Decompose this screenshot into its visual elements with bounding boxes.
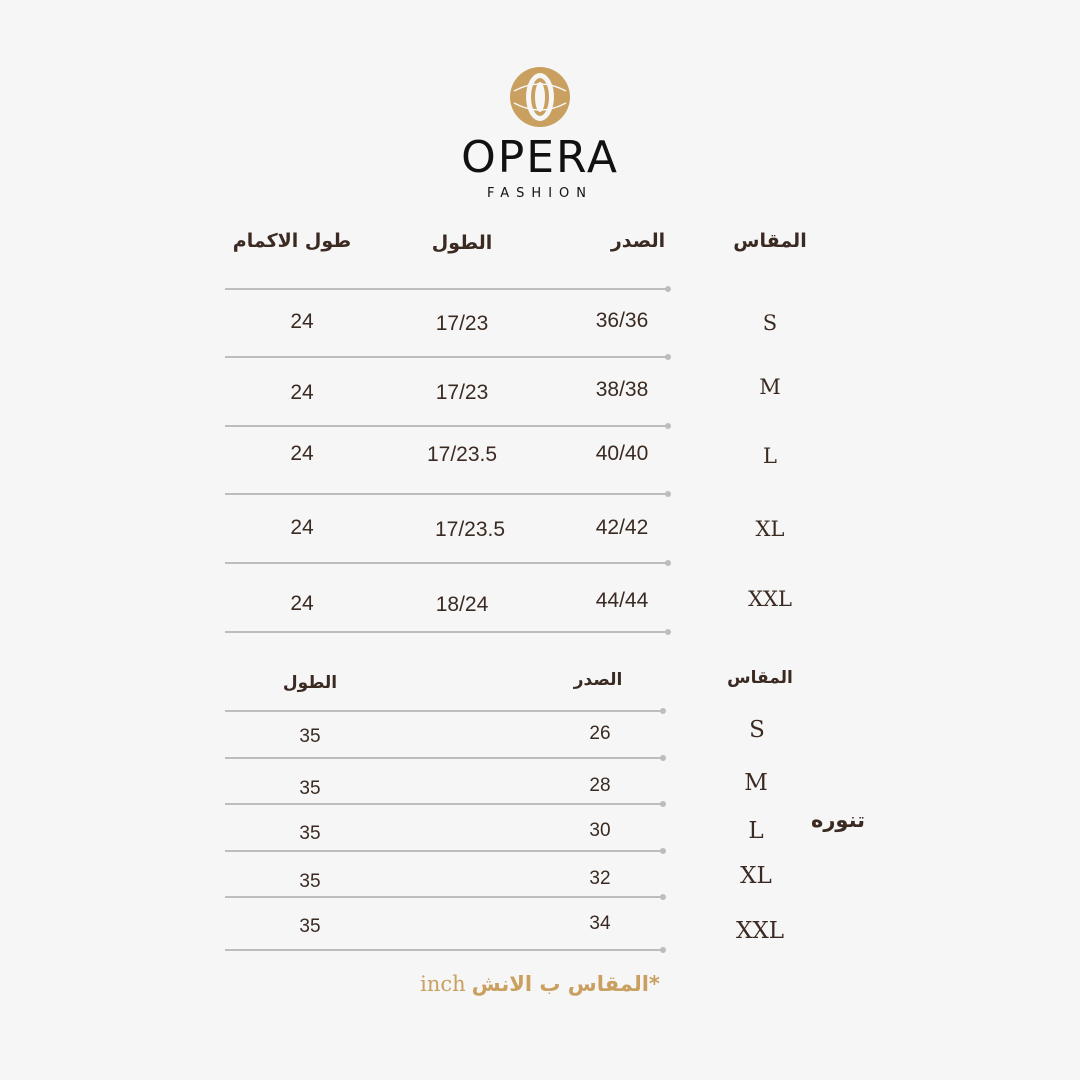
table-divider	[225, 631, 668, 633]
length-cell: 18/24	[435, 593, 489, 616]
table-divider	[225, 710, 663, 712]
sleeve-cell: 24	[290, 592, 314, 615]
length-cell: 35	[299, 778, 321, 799]
length-cell: 35	[299, 823, 321, 844]
table-divider	[225, 850, 663, 852]
table-divider	[225, 949, 663, 951]
sleeve-cell: 24	[290, 310, 314, 333]
header-chest: الصدر	[610, 230, 666, 252]
size-cell: L	[748, 818, 764, 844]
size-cell: S	[749, 717, 765, 743]
length-cell: 17/23.5	[426, 443, 498, 466]
length-cell: 35	[299, 871, 321, 892]
table-divider	[225, 562, 668, 564]
skirt-header-length: الطول	[282, 673, 338, 693]
opera-logo-emblem	[508, 65, 572, 129]
sleeve-cell: 24	[290, 516, 314, 539]
size-cell: XXL	[748, 587, 792, 611]
table-divider	[225, 757, 663, 759]
header-length: الطول	[431, 232, 493, 254]
header-sleeve: طول الاكمام	[232, 230, 352, 252]
sleeve-cell: 24	[290, 442, 314, 465]
size-cell: L	[763, 444, 777, 468]
table-divider	[225, 425, 668, 427]
length-cell: 17/23.5	[434, 518, 506, 541]
chest-cell: 42/42	[595, 516, 649, 539]
skirt-header-size: المقاس	[727, 668, 793, 688]
length-cell: 17/23	[435, 381, 489, 404]
table-divider	[225, 803, 663, 805]
length-cell: 17/23	[435, 312, 489, 335]
unit-note-arabic: *المقاس ب الانش	[471, 972, 660, 996]
chest-cell: 38/38	[595, 378, 649, 401]
length-cell: 35	[299, 726, 321, 747]
sleeve-cell: 24	[290, 381, 314, 404]
brand-sub: FASHION	[487, 186, 593, 201]
header-size: المقاس	[733, 230, 807, 252]
size-cell: M	[744, 770, 768, 796]
skirt-label: تنوره	[810, 808, 866, 832]
chest-cell: 40/40	[595, 442, 649, 465]
table-divider	[225, 356, 668, 358]
size-cell: M	[759, 375, 781, 399]
table-divider	[225, 288, 668, 290]
chest-cell: 44/44	[595, 589, 649, 612]
length-cell: 35	[299, 916, 321, 937]
chest-cell: 30	[589, 820, 611, 841]
chest-cell: 32	[589, 868, 611, 889]
table-divider	[225, 896, 663, 898]
chest-cell: 36/36	[595, 309, 649, 332]
size-cell: XL	[740, 863, 772, 889]
size-cell: XXL	[735, 918, 785, 944]
unit-note	[420, 972, 660, 996]
table-divider	[225, 493, 668, 495]
chest-cell: 34	[589, 913, 611, 934]
size-cell: XL	[755, 517, 785, 541]
chest-cell: 28	[589, 775, 611, 796]
brand-name: OPERA	[461, 132, 619, 183]
size-cell: S	[762, 311, 778, 335]
chest-cell: 26	[589, 723, 611, 744]
unit-note-english: inch	[420, 972, 466, 996]
skirt-header-chest: الصدر	[573, 670, 623, 690]
